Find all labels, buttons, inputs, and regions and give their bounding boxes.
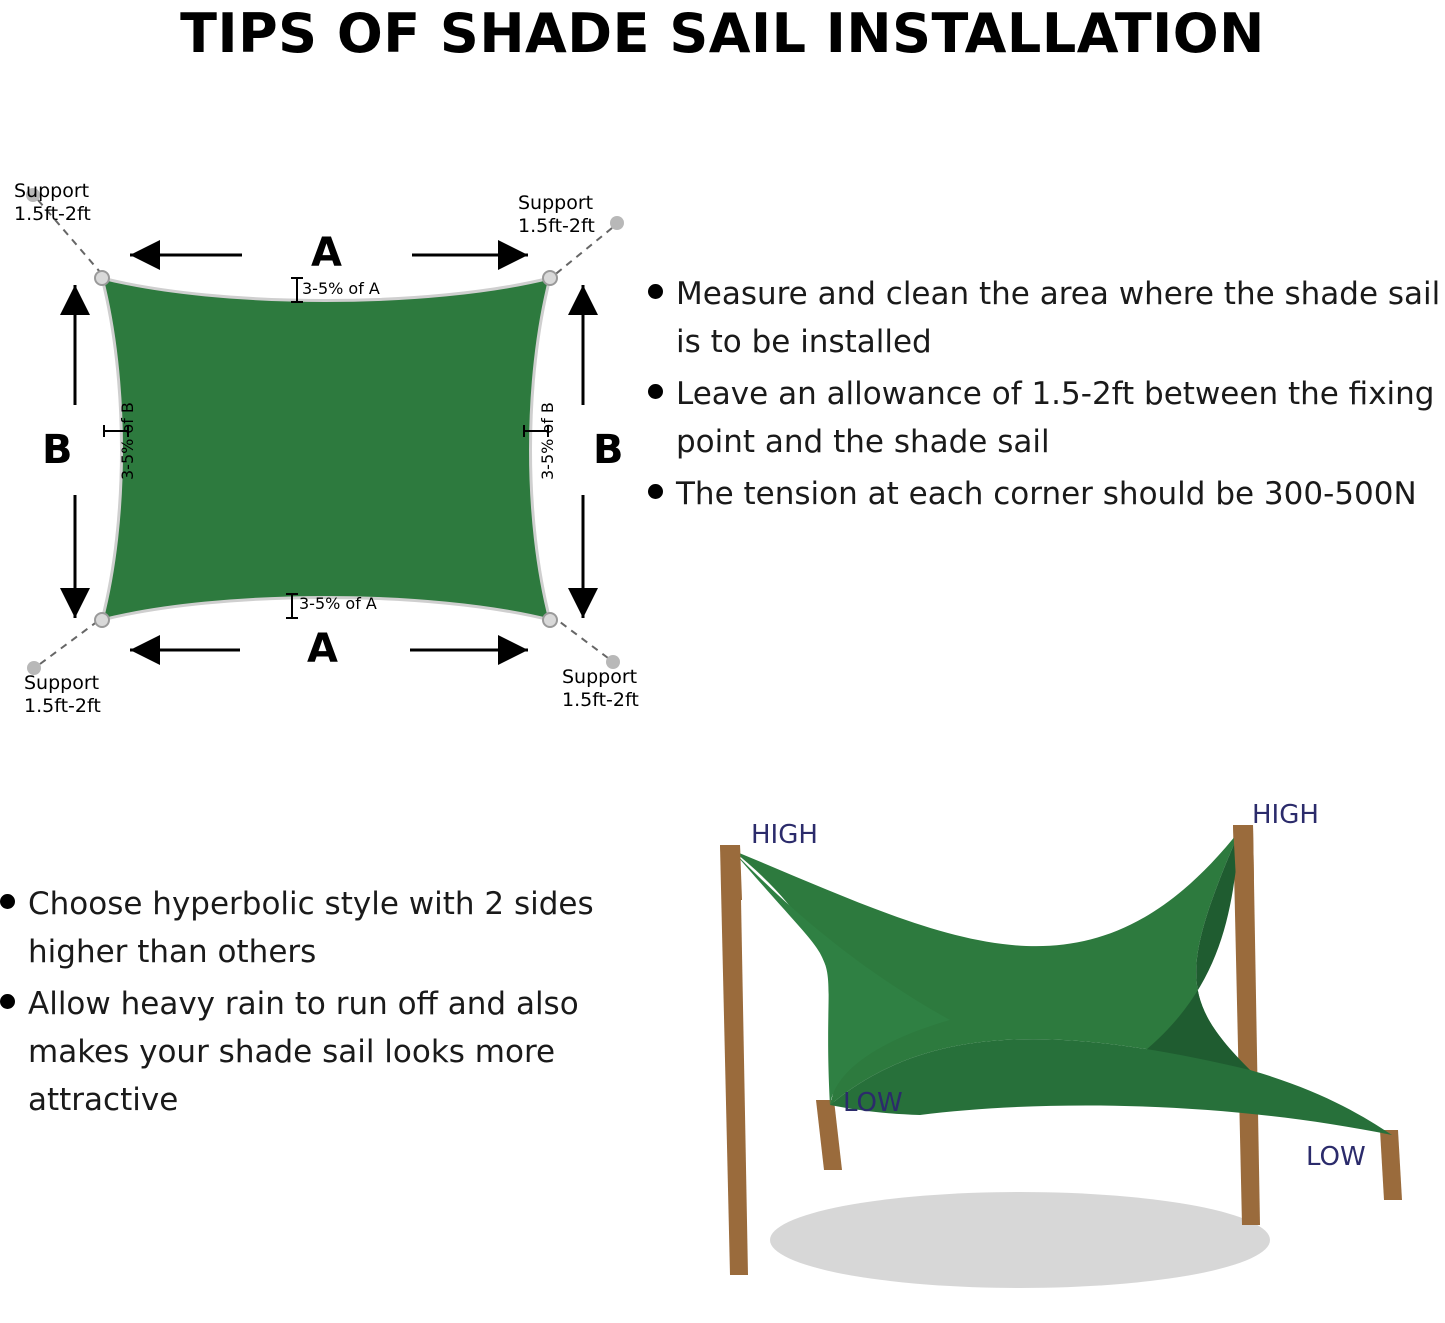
support-label-text: Support: [562, 666, 638, 688]
list-item-label: Allow heavy rain to run off and also makes your shade sail looks more attractive: [28, 986, 579, 1118]
list-item-label: Leave an allowance of 1.5-2ft between the fixing point and the shade sail: [676, 376, 1435, 460]
dimension-letter-a-top: A: [311, 230, 342, 276]
support-label-top-left: [14, 180, 91, 226]
curve-label-bottom: 3-5% of A: [299, 594, 377, 613]
list-item-label: The tension at each corner should be 300-500N: [676, 476, 1417, 512]
list-item: [648, 470, 1445, 518]
support-label-bottom-left: [24, 672, 101, 718]
rectangular-sail-diagram: [0, 150, 660, 730]
curve-label-left: 3-5% of B: [118, 402, 137, 480]
list-item: [648, 370, 1445, 466]
label-high-right: HIGH: [1252, 800, 1319, 830]
dimension-letter-a-bottom: A: [307, 626, 338, 672]
support-label-text: Support: [24, 672, 100, 694]
label-low-right: LOW: [1306, 1142, 1366, 1172]
bullet-dot-icon: [648, 484, 663, 499]
curve-label-top: 3-5% of A: [302, 279, 380, 298]
label-high-left: HIGH: [751, 820, 818, 850]
support-distance-text: 1.5ft-2ft: [24, 695, 101, 717]
bullet-dot-icon: [0, 894, 15, 909]
bullet-dot-icon: [648, 384, 663, 399]
label-low-left: LOW: [843, 1088, 903, 1118]
support-label-top-right: [518, 192, 595, 238]
curve-label-right: 3-5% of B: [538, 402, 557, 480]
bullet-dot-icon: [0, 994, 15, 1009]
list-item-label: Choose hyperbolic style with 2 sides higher than others: [28, 886, 594, 970]
list-item: [0, 880, 620, 976]
support-distance-text: 1.5ft-2ft: [14, 203, 91, 225]
tips-list-top: [648, 270, 1445, 522]
bullet-dot-icon: [648, 284, 663, 299]
list-item-label: Measure and clean the area where the shade sail is to be installed: [676, 276, 1441, 360]
list-item: [648, 270, 1445, 366]
support-distance-text: 1.5ft-2ft: [518, 215, 595, 237]
support-label-text: Support: [14, 180, 90, 202]
tips-list-bottom: [0, 880, 620, 1128]
page-title: TIPS OF SHADE SAIL INSTALLATION: [180, 2, 1265, 65]
support-label-bottom-right: [562, 666, 639, 712]
support-label-text: Support: [518, 192, 594, 214]
hyperbolic-sail-diagram: [620, 770, 1445, 1319]
list-item: [0, 980, 620, 1124]
dimension-letter-b-right: B: [593, 427, 624, 473]
support-distance-text: 1.5ft-2ft: [562, 689, 639, 711]
dimension-letter-b-left: B: [42, 427, 73, 473]
